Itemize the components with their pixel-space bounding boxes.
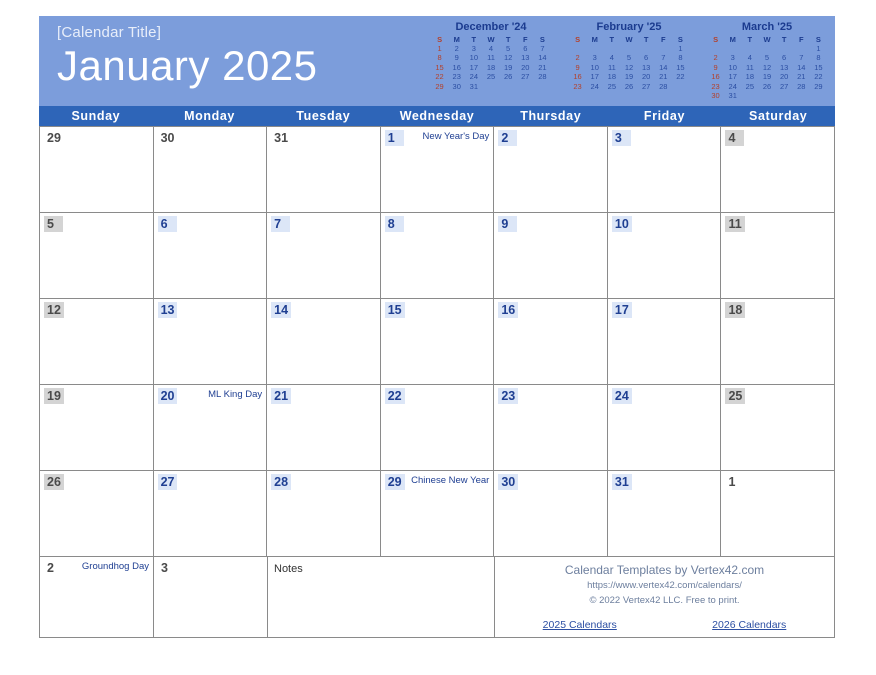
mini-day — [793, 44, 810, 53]
mini-week — [707, 63, 827, 72]
mini-day: 9 — [713, 62, 718, 72]
mini-day: 19 — [762, 72, 772, 82]
mini-day: 1 — [816, 44, 821, 53]
link-2025-calendars[interactable]: 2025 Calendars — [542, 619, 617, 631]
mini-weekday: S — [677, 35, 683, 44]
mini-day — [810, 91, 827, 100]
mini-day: 16 — [711, 72, 720, 82]
calendar-footer-row — [40, 557, 835, 638]
mini-weekday: F — [798, 35, 804, 44]
mini-weekday: T — [471, 35, 477, 44]
mini-day: 16 — [452, 62, 461, 72]
footer-line-3: © 2022 Vertex42 LLC. Free to print. — [589, 595, 740, 606]
mini-month-title: December '24 — [455, 21, 527, 33]
day-number: 27 — [158, 474, 178, 490]
day-number: 11 — [725, 216, 744, 232]
mini-day: 31 — [469, 81, 479, 91]
day-cell[interactable] — [154, 127, 268, 213]
day-number: 4 — [725, 130, 744, 146]
mini-day: 8 — [816, 53, 821, 63]
mini-day — [569, 44, 586, 53]
mini-day: 14 — [538, 53, 547, 63]
day-cell[interactable] — [608, 385, 722, 471]
weekday-wednesday: Wednesday — [399, 109, 475, 123]
mini-day: 19 — [624, 72, 634, 82]
mini-weekday: W — [763, 35, 771, 44]
mini-day: 16 — [573, 72, 582, 82]
mini-weekday: T — [747, 35, 753, 44]
mini-weekday: M — [453, 35, 460, 44]
day-cell[interactable] — [608, 127, 722, 213]
footer-links — [495, 619, 834, 631]
mini-day: 13 — [641, 62, 651, 72]
mini-day: 6 — [782, 53, 787, 63]
mini-weekday: T — [643, 35, 649, 44]
day-cell[interactable] — [721, 213, 835, 299]
mini-weekday: S — [575, 35, 581, 44]
mini-day: 28 — [797, 81, 806, 91]
calendar-week-row — [40, 471, 835, 557]
mini-day: 19 — [503, 62, 513, 72]
mini-day: 26 — [624, 81, 634, 91]
mini-day — [500, 82, 517, 91]
day-cell[interactable] — [267, 127, 381, 213]
day-cell[interactable] — [40, 385, 154, 471]
mini-weekday: T — [609, 35, 615, 44]
day-event: New Year's Day — [422, 131, 490, 142]
weekday-thursday: Thursday — [520, 109, 582, 123]
mini-day: 12 — [762, 62, 772, 72]
mini-day: 15 — [814, 62, 823, 72]
mini-weekday: W — [625, 35, 633, 44]
day-cell[interactable] — [494, 213, 608, 299]
mini-day: 8 — [437, 53, 442, 63]
mini-weekday: W — [487, 35, 495, 44]
mini-day: 21 — [797, 72, 806, 82]
day-cell[interactable] — [154, 471, 268, 557]
day-cell[interactable] — [267, 385, 381, 471]
mini-weekday: T — [781, 35, 787, 44]
day-cell[interactable] — [608, 471, 722, 557]
weekday-saturday: Saturday — [749, 109, 808, 123]
mini-day: 9 — [575, 62, 580, 72]
mini-day: 24 — [728, 81, 737, 91]
mini-day: 30 — [711, 91, 720, 101]
day-cell[interactable] — [267, 213, 381, 299]
mini-day: 4 — [488, 44, 494, 53]
mini-day: 17 — [728, 72, 737, 82]
mini-week — [431, 63, 551, 72]
day-number: 6 — [158, 216, 177, 232]
mini-day: 3 — [730, 53, 735, 63]
day-number: 31 — [274, 131, 289, 145]
day-number: 30 — [498, 474, 518, 490]
day-number: 2 — [498, 130, 517, 146]
mini-day: 9 — [454, 53, 459, 63]
day-event: ML King Day — [208, 389, 263, 400]
day-number: 18 — [725, 302, 745, 318]
mini-day: 7 — [799, 53, 804, 63]
mini-day: 3 — [592, 53, 597, 63]
mini-week — [569, 44, 689, 53]
calendar-grid — [39, 126, 835, 638]
day-cell[interactable] — [154, 557, 268, 638]
mini-month-march — [707, 21, 827, 100]
mini-day: 11 — [745, 62, 754, 72]
mini-day: 22 — [814, 72, 823, 82]
calendar-subtitle[interactable]: [Calendar Title] — [57, 24, 162, 41]
mini-week — [569, 82, 689, 91]
day-cell[interactable] — [40, 213, 154, 299]
day-cell[interactable] — [494, 385, 608, 471]
footer-text — [495, 563, 834, 608]
mini-day: 29 — [435, 81, 444, 91]
mini-week — [431, 44, 551, 53]
day-number: 3 — [612, 130, 631, 146]
day-cell[interactable] — [494, 299, 608, 385]
mini-day: 5 — [626, 53, 632, 63]
mini-month-table — [707, 35, 827, 100]
day-number: 2 — [47, 561, 54, 575]
mini-day: 21 — [659, 72, 668, 82]
mini-weekday: M — [591, 35, 598, 44]
day-number: 13 — [158, 302, 178, 318]
mini-day: 23 — [573, 81, 582, 91]
mini-day: 20 — [521, 62, 530, 72]
mini-day: 12 — [503, 53, 513, 63]
mini-day: 28 — [538, 72, 547, 82]
mini-day: 6 — [523, 44, 528, 53]
mini-day: 31 — [728, 91, 737, 101]
day-number: 20 — [158, 388, 178, 404]
day-cell[interactable] — [721, 299, 835, 385]
weekday-monday: Monday — [184, 109, 235, 123]
mini-day — [482, 82, 499, 91]
mini-month-title: February '25 — [596, 21, 662, 33]
day-cell[interactable] — [721, 385, 835, 471]
mini-day: 11 — [607, 62, 616, 72]
day-number: 31 — [612, 474, 632, 490]
mini-day — [517, 82, 534, 91]
day-number: 5 — [44, 216, 63, 232]
footer-line-2: https://www.vertex42.com/calendars/ — [587, 580, 742, 591]
link-2026-calendars[interactable]: 2026 Calendars — [712, 619, 787, 631]
day-number: 10 — [612, 216, 632, 232]
day-number: 16 — [498, 302, 518, 318]
day-event: Chinese New Year — [411, 475, 490, 486]
mini-day — [620, 44, 637, 53]
mini-day: 20 — [641, 72, 651, 82]
mini-month-december — [431, 21, 551, 100]
mini-month-february — [569, 21, 689, 100]
mini-day: 23 — [711, 81, 720, 91]
mini-day: 2 — [454, 44, 459, 53]
mini-day: 13 — [521, 53, 530, 63]
mini-week — [431, 82, 551, 91]
mini-day: 18 — [745, 72, 755, 82]
mini-day: 27 — [779, 81, 789, 91]
day-number: 15 — [385, 302, 405, 318]
mini-day — [793, 91, 810, 100]
day-cell[interactable] — [40, 127, 154, 213]
day-number: 29 — [385, 474, 405, 490]
day-number: 24 — [612, 388, 632, 404]
mini-day — [638, 44, 655, 53]
mini-week — [707, 91, 827, 100]
mini-weekday: F — [660, 35, 666, 44]
mini-day: 18 — [486, 62, 496, 72]
day-number: 1 — [385, 130, 404, 146]
notes-cell[interactable] — [268, 557, 495, 638]
day-cell[interactable] — [381, 385, 495, 471]
mini-day: 10 — [469, 53, 479, 63]
mini-day: 27 — [641, 81, 651, 91]
mini-day: 14 — [659, 62, 668, 72]
mini-months — [431, 21, 827, 100]
calendar-week-row — [40, 127, 835, 213]
mini-day: 22 — [435, 72, 444, 82]
mini-day: 11 — [487, 53, 495, 63]
mini-day — [603, 44, 620, 53]
mini-day: 3 — [471, 44, 476, 53]
day-cell[interactable] — [154, 299, 268, 385]
mini-weekday: S — [437, 35, 443, 44]
day-cell[interactable] — [40, 299, 154, 385]
mini-day: 7 — [540, 44, 545, 53]
mini-week — [431, 53, 551, 62]
mini-week — [707, 82, 827, 91]
notes-label: Notes — [274, 563, 303, 575]
day-number: 17 — [612, 302, 632, 318]
mini-day — [655, 44, 672, 53]
mini-day: 2 — [575, 53, 580, 63]
day-number: 30 — [160, 131, 175, 145]
mini-day: 15 — [676, 62, 685, 72]
mini-weekday: T — [505, 35, 511, 44]
day-cell[interactable] — [381, 127, 495, 213]
day-number: 7 — [271, 216, 290, 232]
mini-weekday: S — [713, 35, 719, 44]
day-event: Groundhog Day — [81, 561, 149, 572]
mini-day — [586, 44, 603, 53]
mini-day: 30 — [452, 81, 461, 91]
day-cell[interactable] — [721, 471, 835, 557]
mini-week — [707, 44, 827, 53]
mini-day — [758, 44, 775, 53]
day-number: 21 — [271, 388, 291, 404]
mini-day: 17 — [590, 72, 599, 82]
mini-week — [431, 72, 551, 81]
mini-week — [707, 72, 827, 81]
mini-day: 6 — [644, 53, 649, 63]
day-number: 12 — [44, 302, 64, 318]
day-cell[interactable] — [381, 471, 495, 557]
mini-day — [741, 91, 758, 100]
mini-day: 4 — [747, 53, 752, 63]
mini-week — [569, 72, 689, 81]
day-number: 9 — [498, 216, 517, 232]
mini-day — [534, 82, 551, 91]
mini-week — [707, 53, 827, 62]
mini-day: 4 — [609, 53, 614, 63]
mini-day: 27 — [521, 72, 530, 82]
day-number: 29 — [47, 131, 61, 145]
weekday-header — [39, 106, 835, 126]
calendar-week-row — [40, 299, 835, 385]
mini-weekday: M — [729, 35, 736, 44]
mini-day: 23 — [452, 72, 461, 82]
day-number: 22 — [385, 388, 405, 404]
title-block — [57, 24, 318, 89]
day-number: 28 — [271, 474, 291, 490]
page-title: January 2025 — [57, 42, 318, 89]
mini-day: 22 — [676, 72, 685, 82]
weekday-sunday: Sunday — [71, 109, 121, 123]
mini-day: 17 — [469, 62, 479, 72]
mini-day: 24 — [590, 81, 599, 91]
mini-day: 7 — [661, 53, 666, 63]
mini-day — [776, 91, 793, 100]
day-cell[interactable] — [608, 213, 722, 299]
day-number: 3 — [161, 561, 168, 575]
day-number: 25 — [725, 388, 745, 404]
mini-day — [741, 44, 758, 53]
day-number: 23 — [498, 388, 518, 404]
mini-weekday: S — [815, 35, 821, 44]
day-cell[interactable] — [40, 557, 154, 638]
day-number: 1 — [728, 475, 736, 489]
mini-weekday: S — [539, 35, 545, 44]
day-cell[interactable] — [267, 471, 381, 557]
day-number: 8 — [385, 216, 404, 232]
mini-day: 29 — [814, 81, 823, 91]
mini-day: 1 — [678, 44, 683, 53]
mini-day: 12 — [624, 62, 634, 72]
mini-day: 26 — [762, 81, 772, 91]
mini-week — [569, 63, 689, 72]
mini-day: 25 — [486, 72, 496, 82]
day-cell[interactable] — [381, 213, 495, 299]
mini-day: 15 — [435, 62, 444, 72]
mini-day: 20 — [779, 72, 789, 82]
calendar-header — [39, 16, 835, 106]
footer-line-1: Calendar Templates by Vertex42.com — [564, 563, 765, 577]
mini-day — [707, 44, 724, 53]
mini-day: 25 — [607, 81, 617, 91]
mini-day: 1 — [437, 44, 442, 53]
day-number: 26 — [44, 474, 64, 490]
day-number: 14 — [271, 302, 291, 318]
mini-day: 10 — [590, 62, 599, 72]
mini-day: 21 — [538, 62, 547, 72]
weekday-friday: Friday — [643, 109, 686, 123]
mini-day: 18 — [607, 72, 617, 82]
day-cell[interactable] — [267, 299, 381, 385]
mini-day: 13 — [779, 62, 789, 72]
mini-week — [569, 53, 689, 62]
mini-day: 25 — [745, 81, 755, 91]
day-cell[interactable] — [721, 127, 835, 213]
mini-day: 28 — [659, 81, 668, 91]
mini-day: 2 — [713, 53, 718, 63]
mini-day — [758, 91, 775, 100]
day-cell[interactable] — [381, 299, 495, 385]
calendar-week-row — [40, 213, 835, 299]
mini-day — [672, 82, 689, 91]
footer-cell — [495, 557, 835, 638]
mini-day: 10 — [728, 62, 737, 72]
mini-day: 8 — [678, 53, 683, 63]
mini-day: 14 — [797, 62, 806, 72]
mini-day — [724, 44, 741, 53]
mini-day: 5 — [764, 53, 770, 63]
day-cell[interactable] — [494, 471, 608, 557]
mini-month-title: March '25 — [741, 21, 793, 33]
weekday-tuesday: Tuesday — [296, 109, 351, 123]
day-cell[interactable] — [40, 471, 154, 557]
day-cell[interactable] — [154, 213, 268, 299]
day-cell[interactable] — [608, 299, 722, 385]
mini-month-table — [569, 35, 689, 91]
mini-month-table — [431, 35, 551, 91]
day-number: 19 — [44, 388, 64, 404]
mini-day: 5 — [506, 44, 511, 53]
mini-weekday: F — [522, 35, 528, 44]
calendar — [39, 16, 835, 650]
day-cell[interactable] — [494, 127, 608, 213]
mini-day — [776, 44, 793, 53]
calendar-week-row — [40, 385, 835, 471]
mini-day: 26 — [503, 72, 513, 82]
day-cell[interactable] — [154, 385, 268, 471]
mini-day: 24 — [469, 72, 479, 82]
